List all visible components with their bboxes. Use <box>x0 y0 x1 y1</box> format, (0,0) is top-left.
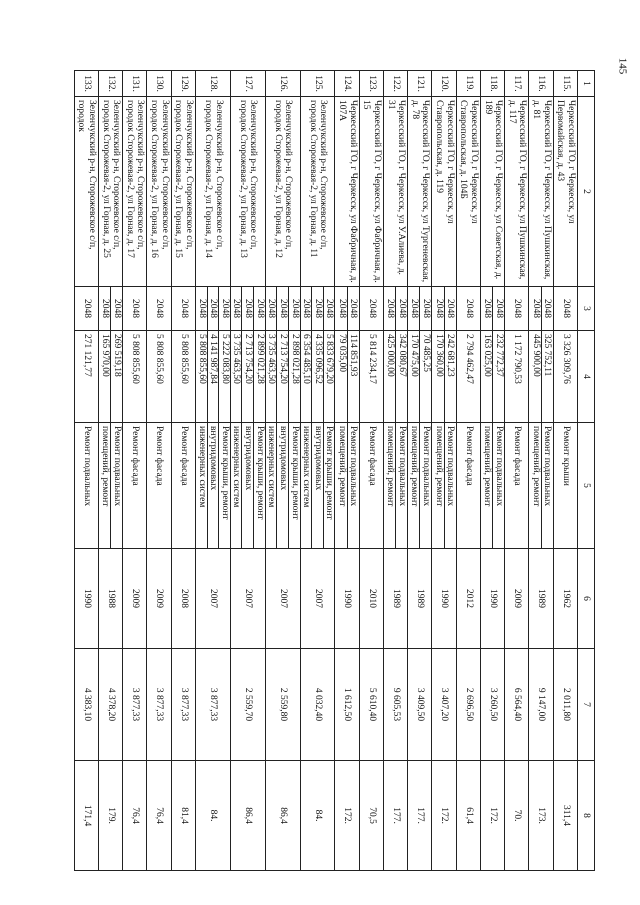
year-cell <box>265 287 300 331</box>
row-number: 116. <box>529 71 553 97</box>
table-row <box>171 71 195 871</box>
year-cell-line: 2048 <box>231 287 243 330</box>
cost-cell <box>456 331 480 423</box>
area-cell: 2 011,80 <box>553 649 577 761</box>
year-cell <box>456 287 480 331</box>
rate-cell: 177. <box>384 761 408 871</box>
table-row <box>359 71 383 871</box>
cost-cell-line: 325 752,11 <box>542 334 553 377</box>
work-type-cell-line: Ремонт фасада <box>178 426 189 486</box>
cost-cell <box>432 331 456 423</box>
year-cell-line: 2048 <box>445 299 456 318</box>
table-row <box>123 71 147 871</box>
cost-cell <box>481 331 505 423</box>
build-year-cell: 2009 <box>123 549 147 649</box>
column-header: 8 <box>578 761 595 871</box>
year-cell-line: 2048 <box>196 287 208 330</box>
year-cell-line: 2048 <box>301 287 313 330</box>
rate-cell: 171,4 <box>74 761 98 871</box>
year-cell <box>123 287 147 331</box>
work-type-cell-line: Ремонт подвальных <box>396 426 407 507</box>
cost-cell-line: 3 735 463,50 <box>231 331 243 422</box>
year-cell <box>553 287 577 331</box>
row-number: 115. <box>553 71 577 97</box>
work-type-cell-line: внутридомовых <box>243 423 255 548</box>
build-year-cell: 1989 <box>408 549 432 649</box>
rate-cell: 70. <box>505 761 529 871</box>
cost-cell-line: 2 713 754,20 <box>277 331 289 422</box>
year-cell <box>74 287 98 331</box>
cost-cell-line: 2 713 754,20 <box>243 331 255 422</box>
build-year-cell: 1962 <box>553 549 577 649</box>
year-cell-line: 2048 <box>482 287 494 330</box>
work-type-cell <box>74 423 98 549</box>
table-row <box>265 71 300 871</box>
rotated-page-content <box>35 70 595 870</box>
area-cell: 3 407,20 <box>432 649 456 761</box>
work-type-cell <box>432 423 456 549</box>
table-row <box>335 71 359 871</box>
year-cell-line: 2048 <box>348 299 359 318</box>
area-cell: 2 559,70 <box>230 649 265 761</box>
address-cell: Зеленчукский р-н, Сторожевское с/п, городок Сторожевая-2, ул Горная, д. 17 <box>123 97 147 287</box>
work-type-cell <box>384 423 408 549</box>
row-number: 121. <box>408 71 432 97</box>
table-body <box>74 71 577 871</box>
work-type-cell <box>123 423 147 549</box>
table-row <box>505 71 529 871</box>
cost-cell <box>147 331 171 423</box>
address-cell: Зеленчукский р-н, Сторожевское с/п, городок Сторожевая-2, ул Горная, д. 16 <box>147 97 171 287</box>
year-cell-line: 2048 <box>81 299 92 318</box>
work-type-cell-line: помещений, ремонт <box>100 423 112 548</box>
year-cell <box>230 287 265 331</box>
cost-cell-line: 271 121,77 <box>81 334 92 377</box>
row-number: 132. <box>99 71 123 97</box>
cost-cell-line: 5 808 855,60 <box>178 334 189 384</box>
cost-cell-line: 3 735 463,50 <box>266 331 278 422</box>
address-cell: Черкесский ГО, г Черкесск, ул Ставропольская, д. 119 <box>432 97 456 287</box>
build-year-cell: 2010 <box>359 549 383 649</box>
build-year-cell: 2009 <box>505 549 529 649</box>
rate-cell: 61,4 <box>456 761 480 871</box>
work-type-cell-line: Ремонт крыши, ремонт <box>324 426 335 520</box>
rate-cell: 177. <box>408 761 432 871</box>
build-year-cell: 2007 <box>265 549 300 649</box>
cost-cell <box>553 331 577 423</box>
cost-cell-line: 114 851,93 <box>348 334 359 377</box>
row-number: 129. <box>171 71 195 97</box>
address-cell: Черкесский ГО, г Черкесск, ул Пушкинская, д. 81 <box>529 97 553 287</box>
table-row <box>147 71 171 871</box>
cost-cell <box>408 331 432 423</box>
cost-cell-line: 232 772,37 <box>493 334 504 377</box>
cost-cell-line: 445 900,00 <box>530 331 542 422</box>
cost-cell <box>265 331 300 423</box>
cost-cell-line: 3 326 309,76 <box>560 334 571 384</box>
rate-cell: 76,4 <box>123 761 147 871</box>
column-header: 1 <box>578 71 595 97</box>
column-header: 4 <box>578 331 595 423</box>
year-cell-line: 2048 <box>243 287 255 330</box>
build-year-cell: 2012 <box>456 549 480 649</box>
year-cell-line: 2048 <box>289 299 300 318</box>
cost-cell-line: 5 814 234,17 <box>366 334 377 384</box>
row-number: 127. <box>230 71 265 97</box>
work-type-cell-line: инженерных систем <box>196 423 208 548</box>
cost-cell-line: 4 335 096,52 <box>312 331 324 422</box>
row-number: 118. <box>481 71 505 97</box>
work-type-cell-line: Ремонт подвальных <box>542 426 553 507</box>
row-number: 124. <box>335 71 359 97</box>
row-number: 126. <box>265 71 300 97</box>
cost-cell-line: 5 808 855,60 <box>154 334 165 384</box>
table-row <box>529 71 553 871</box>
address-cell: Черкесский ГО, г Черкесск, ул Советская, д. 189 <box>481 97 505 287</box>
address-cell: Черкесский ГО, г Черкесск, ул Первомайская, д. 43 <box>553 97 577 287</box>
cost-cell <box>300 331 335 423</box>
work-type-cell <box>456 423 480 549</box>
rate-cell: 84. <box>300 761 335 871</box>
cost-cell-line: 170 360,00 <box>433 331 445 422</box>
area-cell: 4 383,10 <box>74 649 98 761</box>
cost-cell-line: 5 808 855,60 <box>130 334 141 384</box>
cost-cell <box>505 331 529 423</box>
area-cell: 3 877,33 <box>147 649 171 761</box>
year-cell <box>384 287 408 331</box>
build-year-cell: 1989 <box>384 549 408 649</box>
work-type-cell-line: Ремонт подвальных <box>421 426 431 507</box>
area-cell: 3 877,33 <box>196 649 231 761</box>
area-cell: 4 378,20 <box>99 649 123 761</box>
rate-cell: 179. <box>99 761 123 871</box>
cost-cell <box>123 331 147 423</box>
cost-cell <box>74 331 98 423</box>
cost-cell-line: 242 681,23 <box>445 334 456 377</box>
row-number: 131. <box>123 71 147 97</box>
year-cell <box>481 287 505 331</box>
year-cell-line: 2048 <box>254 299 265 318</box>
work-type-cell-line: помещений, ремонт <box>530 423 542 548</box>
year-cell-line: 2048 <box>266 287 278 330</box>
year-cell <box>99 287 123 331</box>
year-cell-line: 2048 <box>154 299 165 318</box>
table-row <box>408 71 432 871</box>
build-year-cell: 1990 <box>335 549 359 649</box>
year-cell-line: 2048 <box>512 299 523 318</box>
row-number: 122. <box>384 71 408 97</box>
work-type-cell-line: инженерных систем <box>231 423 243 548</box>
table-row <box>230 71 265 871</box>
column-header: 7 <box>578 649 595 761</box>
build-year-cell: 1990 <box>74 549 98 649</box>
work-type-cell <box>230 423 265 549</box>
work-type-cell-line: Ремонт подвальных <box>81 426 92 507</box>
build-year-cell: 1989 <box>529 549 553 649</box>
row-number: 133. <box>74 71 98 97</box>
cost-cell <box>335 331 359 423</box>
year-cell <box>432 287 456 331</box>
work-type-cell-line: Ремонт фасада <box>463 426 474 486</box>
work-type-cell <box>335 423 359 549</box>
table-row <box>553 71 577 871</box>
row-number: 120. <box>432 71 456 97</box>
year-cell-line: 2048 <box>100 287 112 330</box>
year-cell <box>335 287 359 331</box>
column-header: 2 <box>578 97 595 287</box>
cost-cell <box>384 331 408 423</box>
cost-cell-line: 170 475,00 <box>409 331 421 422</box>
address-cell: Зеленчукский р-н, Сторожевское с/п, городок Сторожевая-2, ул Горная, д. 11 <box>300 97 335 287</box>
year-cell <box>171 287 195 331</box>
row-number: 125. <box>300 71 335 97</box>
year-cell-line: 2048 <box>277 287 289 330</box>
address-cell: Черкесский ГО, г Черкесск, ул У.Алиева, д. 31 <box>384 97 408 287</box>
year-cell-line: 2048 <box>130 299 141 318</box>
work-type-cell <box>553 423 577 549</box>
address-cell: Зеленчукский р-н, Сторожевское с/п, городок <box>74 97 98 287</box>
year-cell-line: 2048 <box>560 299 571 318</box>
work-type-cell-line: помещений, ремонт <box>385 423 397 548</box>
work-type-cell-line: внутридомовых <box>277 423 289 548</box>
year-cell-line: 2048 <box>493 299 504 318</box>
row-number: 123. <box>359 71 383 97</box>
area-cell: 9 605,53 <box>384 649 408 761</box>
column-header: 5 <box>578 423 595 549</box>
row-number: 117. <box>505 71 529 97</box>
build-year-cell: 1990 <box>432 549 456 649</box>
address-cell: Зеленчукский р-н, Сторожевское с/п, городок Сторожевая-2, ул Горная, д. 13 <box>230 97 265 287</box>
year-cell-line: 2048 <box>336 287 348 330</box>
area-cell: 5 610,40 <box>359 649 383 761</box>
cost-cell-line: 5 808 855,60 <box>196 331 208 422</box>
work-type-cell <box>529 423 553 549</box>
rate-cell: 172. <box>335 761 359 871</box>
build-year-cell: 2007 <box>230 549 265 649</box>
year-cell <box>408 287 432 331</box>
cost-cell-line: 342 080,67 <box>396 334 407 377</box>
table-row <box>432 71 456 871</box>
year-cell <box>505 287 529 331</box>
address-cell: Зеленчукский р-н, Сторожевское с/п, городок Сторожевая-2, ул Горная, д. 12 <box>265 97 300 287</box>
area-cell: 2 696,50 <box>456 649 480 761</box>
area-cell: 3 877,33 <box>123 649 147 761</box>
address-cell: Зеленчукский р-н, Сторожевское с/п, городок Сторожевая-2, ул Горная, д. 14 <box>196 97 231 287</box>
cost-cell-line: 1 172 790,53 <box>512 334 523 384</box>
rate-cell: 86,4 <box>265 761 300 871</box>
build-year-cell: 2009 <box>147 549 171 649</box>
year-cell-line: 2048 <box>111 299 122 318</box>
year-cell <box>300 287 335 331</box>
cost-cell <box>99 331 123 423</box>
work-type-cell-line: Ремонт фасада <box>512 426 523 486</box>
area-cell: 3 877,33 <box>171 649 195 761</box>
rate-cell: 76,4 <box>147 761 171 871</box>
rate-cell: 172. <box>432 761 456 871</box>
area-cell: 1 612,50 <box>335 649 359 761</box>
cost-cell <box>230 331 265 423</box>
year-cell-line: 2048 <box>421 299 431 318</box>
work-type-cell-line: Ремонт крыши, ремонт <box>289 426 300 520</box>
work-type-cell-line: помещений, ремонт <box>336 423 348 548</box>
work-type-cell-line: помещений, ремонт <box>433 423 445 548</box>
work-type-cell <box>99 423 123 549</box>
year-cell-line: 2048 <box>324 299 335 318</box>
address-cell: Черкесский ГО, г Черкесск, ул Тургеневская, д. 78 <box>408 97 432 287</box>
rate-cell: 81,4 <box>171 761 195 871</box>
year-cell <box>529 287 553 331</box>
cost-cell <box>529 331 553 423</box>
work-type-cell <box>408 423 432 549</box>
column-header: 3 <box>578 287 595 331</box>
column-header: 6 <box>578 549 595 649</box>
cost-cell-line: 269 519,18 <box>111 334 122 377</box>
address-cell: Черкесский ГО, г Черкесск, ул Фабричная, д. 15 <box>359 97 383 287</box>
year-cell-line: 2048 <box>409 287 421 330</box>
work-type-cell-line: внутридомовых <box>208 423 220 548</box>
year-cell-line: 2048 <box>433 287 445 330</box>
work-type-cell <box>171 423 195 549</box>
table-row <box>481 71 505 871</box>
table-row <box>74 71 98 871</box>
address-cell: Зеленчукский р-н, Сторожевское с/п, городок Сторожевая-2, ул Горная, д. 15 <box>171 97 195 287</box>
area-cell: 3 260,50 <box>481 649 505 761</box>
build-year-cell: 1988 <box>99 549 123 649</box>
work-type-cell-line: инженерных систем <box>301 423 313 548</box>
work-type-cell <box>300 423 335 549</box>
rate-cell: 70,5 <box>359 761 383 871</box>
row-number: 119. <box>456 71 480 97</box>
work-type-cell <box>196 423 231 549</box>
address-cell: Черкесский ГО, г Черкесск, ул Ставропольская, д. 104Б <box>456 97 480 287</box>
area-cell: 4 032,40 <box>300 649 335 761</box>
build-year-cell: 2008 <box>171 549 195 649</box>
build-year-cell: 2007 <box>196 549 231 649</box>
year-cell <box>196 287 231 331</box>
rate-cell: 173. <box>529 761 553 871</box>
address-cell: Черкесский ГО, г Черкесск, ул Фабричная, д. 107А <box>335 97 359 287</box>
year-cell-line: 2048 <box>219 299 230 318</box>
work-type-cell-line: Ремонт крыши, ремонт <box>254 426 265 520</box>
cost-cell-line: 165 970,00 <box>100 331 112 422</box>
work-type-cell-line: Ремонт крыши <box>560 426 571 486</box>
table-row <box>456 71 480 871</box>
work-type-cell-line: Ремонт подвальных <box>111 426 122 507</box>
cost-cell-line: 5 833 679,20 <box>324 334 335 384</box>
year-cell-line: 2048 <box>366 299 377 318</box>
address-cell: Зеленчукский р-н, Сторожевское с/п, городок Сторожевая-2, ул Горная, д. 25 <box>99 97 123 287</box>
area-cell: 9 147,00 <box>529 649 553 761</box>
year-cell-line: 2048 <box>178 299 189 318</box>
table-row <box>99 71 123 871</box>
work-type-cell-line: Ремонт крыши, ремонт <box>219 426 230 520</box>
work-type-cell-line: помещений, ремонт <box>409 423 421 548</box>
work-type-cell <box>481 423 505 549</box>
cost-cell-line: 163 025,00 <box>482 331 494 422</box>
cost-cell-line: 79 035,00 <box>336 331 348 422</box>
cost-cell-line: 4 141 987,84 <box>208 331 220 422</box>
row-number: 128. <box>196 71 231 97</box>
page-number: 145 <box>615 57 628 75</box>
year-cell-line: 2048 <box>385 287 397 330</box>
work-type-cell-line: Ремонт фасада <box>130 426 141 486</box>
work-type-cell-line: Ремонт фасада <box>366 426 377 486</box>
cost-cell-line: 70 485,25 <box>421 334 431 372</box>
work-type-cell-line: инженерных систем <box>266 423 278 548</box>
rate-cell: 84. <box>196 761 231 871</box>
table-row <box>384 71 408 871</box>
work-type-cell-line: Ремонт подвальных <box>348 426 359 507</box>
build-year-cell: 1990 <box>481 549 505 649</box>
work-type-cell <box>147 423 171 549</box>
capital-repair-table <box>74 70 595 871</box>
work-type-cell <box>359 423 383 549</box>
rate-cell: 311,4 <box>553 761 577 871</box>
area-cell: 2 559,80 <box>265 649 300 761</box>
work-type-cell-line: помещений, ремонт <box>482 423 494 548</box>
area-cell: 3 409,50 <box>408 649 432 761</box>
cost-cell-line: 2 794 462,47 <box>463 334 474 384</box>
cost-cell <box>359 331 383 423</box>
cost-cell-line: 5 222 083,80 <box>219 334 230 384</box>
table-row <box>196 71 231 871</box>
table-header-row <box>578 71 595 871</box>
year-cell <box>147 287 171 331</box>
year-cell-line: 2048 <box>463 299 474 318</box>
area-cell: 6 564,40 <box>505 649 529 761</box>
build-year-cell: 2007 <box>300 549 335 649</box>
work-type-cell <box>505 423 529 549</box>
cost-cell-line: 6 354 485,10 <box>301 331 313 422</box>
work-type-cell-line: внутридомовых <box>312 423 324 548</box>
row-number: 130. <box>147 71 171 97</box>
year-cell-line: 2048 <box>530 287 542 330</box>
cost-cell-line: 425 000,00 <box>385 331 397 422</box>
work-type-cell-line: Ремонт фасада <box>154 426 165 486</box>
year-cell-line: 2048 <box>396 299 407 318</box>
year-cell-line: 2048 <box>208 287 220 330</box>
year-cell-line: 2048 <box>542 299 553 318</box>
address-cell: Черкесский ГО, г Черкесск, ул Пушкинская, д. 117 <box>505 97 529 287</box>
rate-cell: 172. <box>481 761 505 871</box>
year-cell-line: 2048 <box>312 287 324 330</box>
year-cell <box>359 287 383 331</box>
cost-cell-line: 2 899 021,28 <box>254 334 265 384</box>
rate-cell: 86,4 <box>230 761 265 871</box>
work-type-cell-line: Ремонт подвальных <box>445 426 456 507</box>
work-type-cell <box>265 423 300 549</box>
cost-cell <box>196 331 231 423</box>
cost-cell-line: 2 898 021,28 <box>289 334 300 384</box>
cost-cell <box>171 331 195 423</box>
work-type-cell-line: Ремонт подвальных <box>493 426 504 507</box>
table-row <box>300 71 335 871</box>
